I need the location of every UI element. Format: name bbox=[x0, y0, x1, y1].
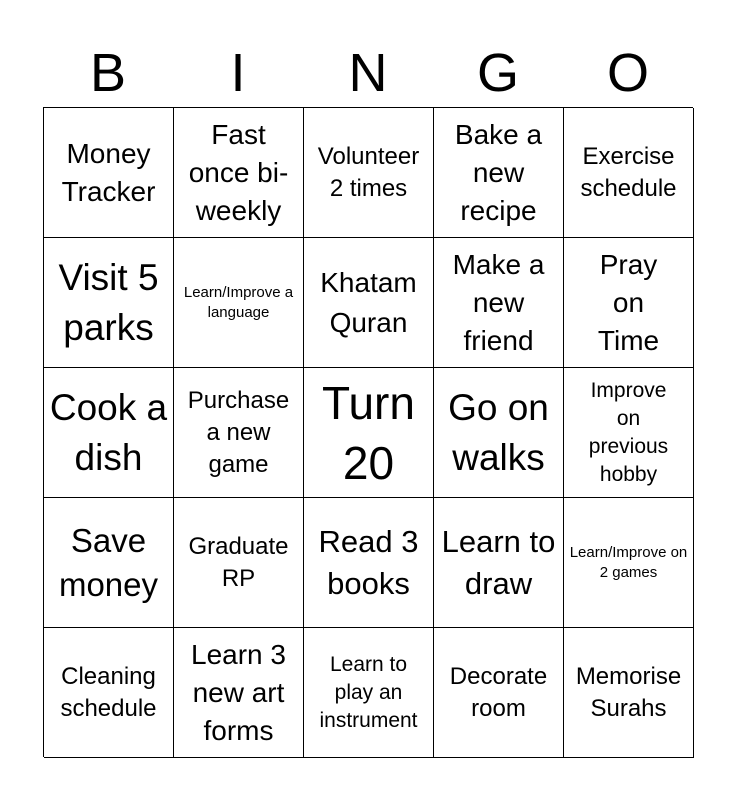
bingo-cell[interactable] bbox=[434, 108, 564, 238]
bingo-cell[interactable] bbox=[44, 238, 174, 368]
header-letter-g: G bbox=[476, 43, 519, 103]
bingo-card-grid bbox=[43, 107, 693, 757]
header-letter-n: N bbox=[348, 43, 388, 103]
cell-text: Cleaning schedule bbox=[60, 662, 157, 722]
header-letter-i: I bbox=[230, 43, 246, 103]
cell-text: Turn 20 bbox=[322, 376, 415, 489]
bingo-cell[interactable] bbox=[44, 108, 174, 238]
cell-text: Money Tracker bbox=[61, 137, 156, 207]
cell-text: Cook a dish bbox=[49, 386, 168, 478]
bingo-cell[interactable] bbox=[174, 368, 304, 498]
bingo-cell[interactable] bbox=[304, 498, 434, 628]
bingo-cell[interactable] bbox=[304, 238, 434, 368]
bingo-cell[interactable] bbox=[44, 368, 174, 498]
bingo-cell[interactable] bbox=[44, 498, 174, 628]
bingo-cell[interactable] bbox=[564, 108, 694, 238]
cell-text: Learn/Improve a language bbox=[183, 283, 294, 321]
cell-text: Visit 5 parks bbox=[58, 256, 159, 348]
bingo-cell[interactable] bbox=[304, 368, 434, 498]
cell-text: Make a new friend bbox=[452, 248, 545, 356]
bingo-cell[interactable] bbox=[564, 238, 694, 368]
cell-text: Save money bbox=[58, 521, 159, 603]
bingo-cell[interactable] bbox=[304, 628, 434, 758]
bingo-header bbox=[43, 40, 693, 106]
bingo-cell[interactable] bbox=[174, 108, 304, 238]
bingo-cell[interactable] bbox=[564, 628, 694, 758]
cell-text: Memorise Surahs bbox=[575, 662, 682, 722]
cell-text: Learn to play an instrument bbox=[319, 652, 418, 732]
cell-text: Improve on previous hobby bbox=[588, 378, 669, 486]
cell-text: Pray on Time bbox=[597, 248, 660, 356]
bingo-cell[interactable] bbox=[564, 498, 694, 628]
bingo-cell[interactable] bbox=[174, 498, 304, 628]
bingo-cell[interactable] bbox=[564, 368, 694, 498]
cell-text: Learn to draw bbox=[441, 523, 556, 601]
bingo-cell[interactable] bbox=[434, 368, 564, 498]
cell-text: Decorate room bbox=[449, 662, 548, 722]
bingo-cell[interactable] bbox=[44, 628, 174, 758]
bingo-cell[interactable] bbox=[434, 628, 564, 758]
cell-text: Purchase a new game bbox=[187, 386, 290, 478]
cell-text: Bake a new recipe bbox=[454, 118, 543, 226]
cell-text: Khatam Quran bbox=[320, 266, 417, 338]
cell-text: Go on walks bbox=[448, 386, 549, 478]
cell-text: Graduate RP bbox=[188, 532, 289, 592]
cell-text: Learn/Improve on 2 games bbox=[569, 543, 688, 581]
cell-text: Learn 3 new art forms bbox=[191, 638, 286, 746]
cell-text: Fast once bi-weekly bbox=[188, 118, 289, 226]
cell-text: Read 3 books bbox=[318, 523, 419, 601]
cell-text: Exercise schedule bbox=[580, 142, 677, 202]
bingo-cell[interactable] bbox=[434, 498, 564, 628]
bingo-cell[interactable] bbox=[174, 238, 304, 368]
header-letter-b: B bbox=[89, 43, 127, 103]
bingo-cell[interactable] bbox=[304, 108, 434, 238]
cell-text: Volunteer 2 times bbox=[317, 142, 420, 202]
header-letter-o: O bbox=[606, 43, 649, 103]
bingo-cell[interactable] bbox=[434, 238, 564, 368]
bingo-cell[interactable] bbox=[174, 628, 304, 758]
